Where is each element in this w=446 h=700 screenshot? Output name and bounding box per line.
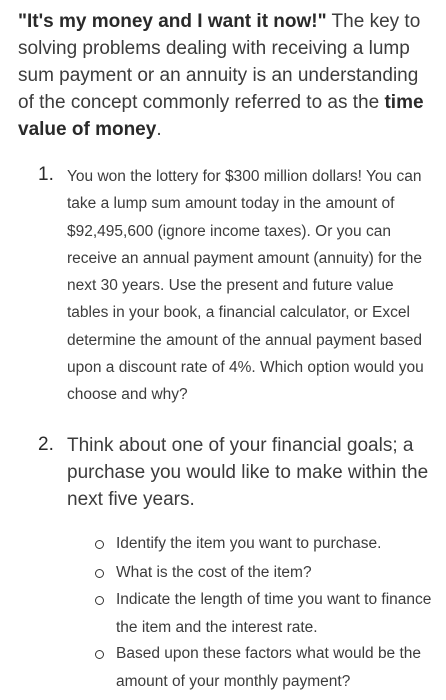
- intro-term: time value of money: [18, 92, 424, 140]
- bullet-text: Based upon these factors what would be the amount of your monthly payment?: [116, 645, 422, 690]
- bullet-text: Indicate the length of time you want to finance the item and the interest rate.: [116, 591, 432, 636]
- bullet-text: What is the cost of the item?: [116, 564, 312, 581]
- question-2-number: 2.: [38, 434, 54, 455]
- question-2-text: Think about one of your financial goals; a purchase you would like to make within the next five years.: [67, 435, 429, 510]
- intro-paragraph: [18, 8, 438, 143]
- intro-end: .: [156, 119, 162, 140]
- question-1-text: You won the lottery for $300 million dollars! You can take a lump sum amount today in the amount of $92,495,600 (ignore income taxes). Or you can receive an annual payment amount (annuity) for the next 30 years. Use the present and future value tables in your book, a financial calculator, or Excel determine the amount of the annual payment based upon a discount rate of 4%. Which option would you choose and why?: [67, 168, 424, 404]
- question-1-number: 1.: [38, 164, 54, 185]
- bullet-text: Identify the item you want to purchase.: [116, 535, 382, 552]
- bullet-circle-icon: [95, 569, 104, 578]
- bullet-circle-icon: [95, 596, 104, 605]
- bullet-circle-icon: [95, 650, 104, 659]
- bullet-circle-icon: [95, 540, 104, 549]
- intro-quote: "It's my money and I want it now!": [18, 11, 327, 32]
- intro-text: The key to solving problems dealing with receiving a lump sum payment or an annuity is an understanding of the concept commonly referred to as the: [18, 11, 421, 113]
